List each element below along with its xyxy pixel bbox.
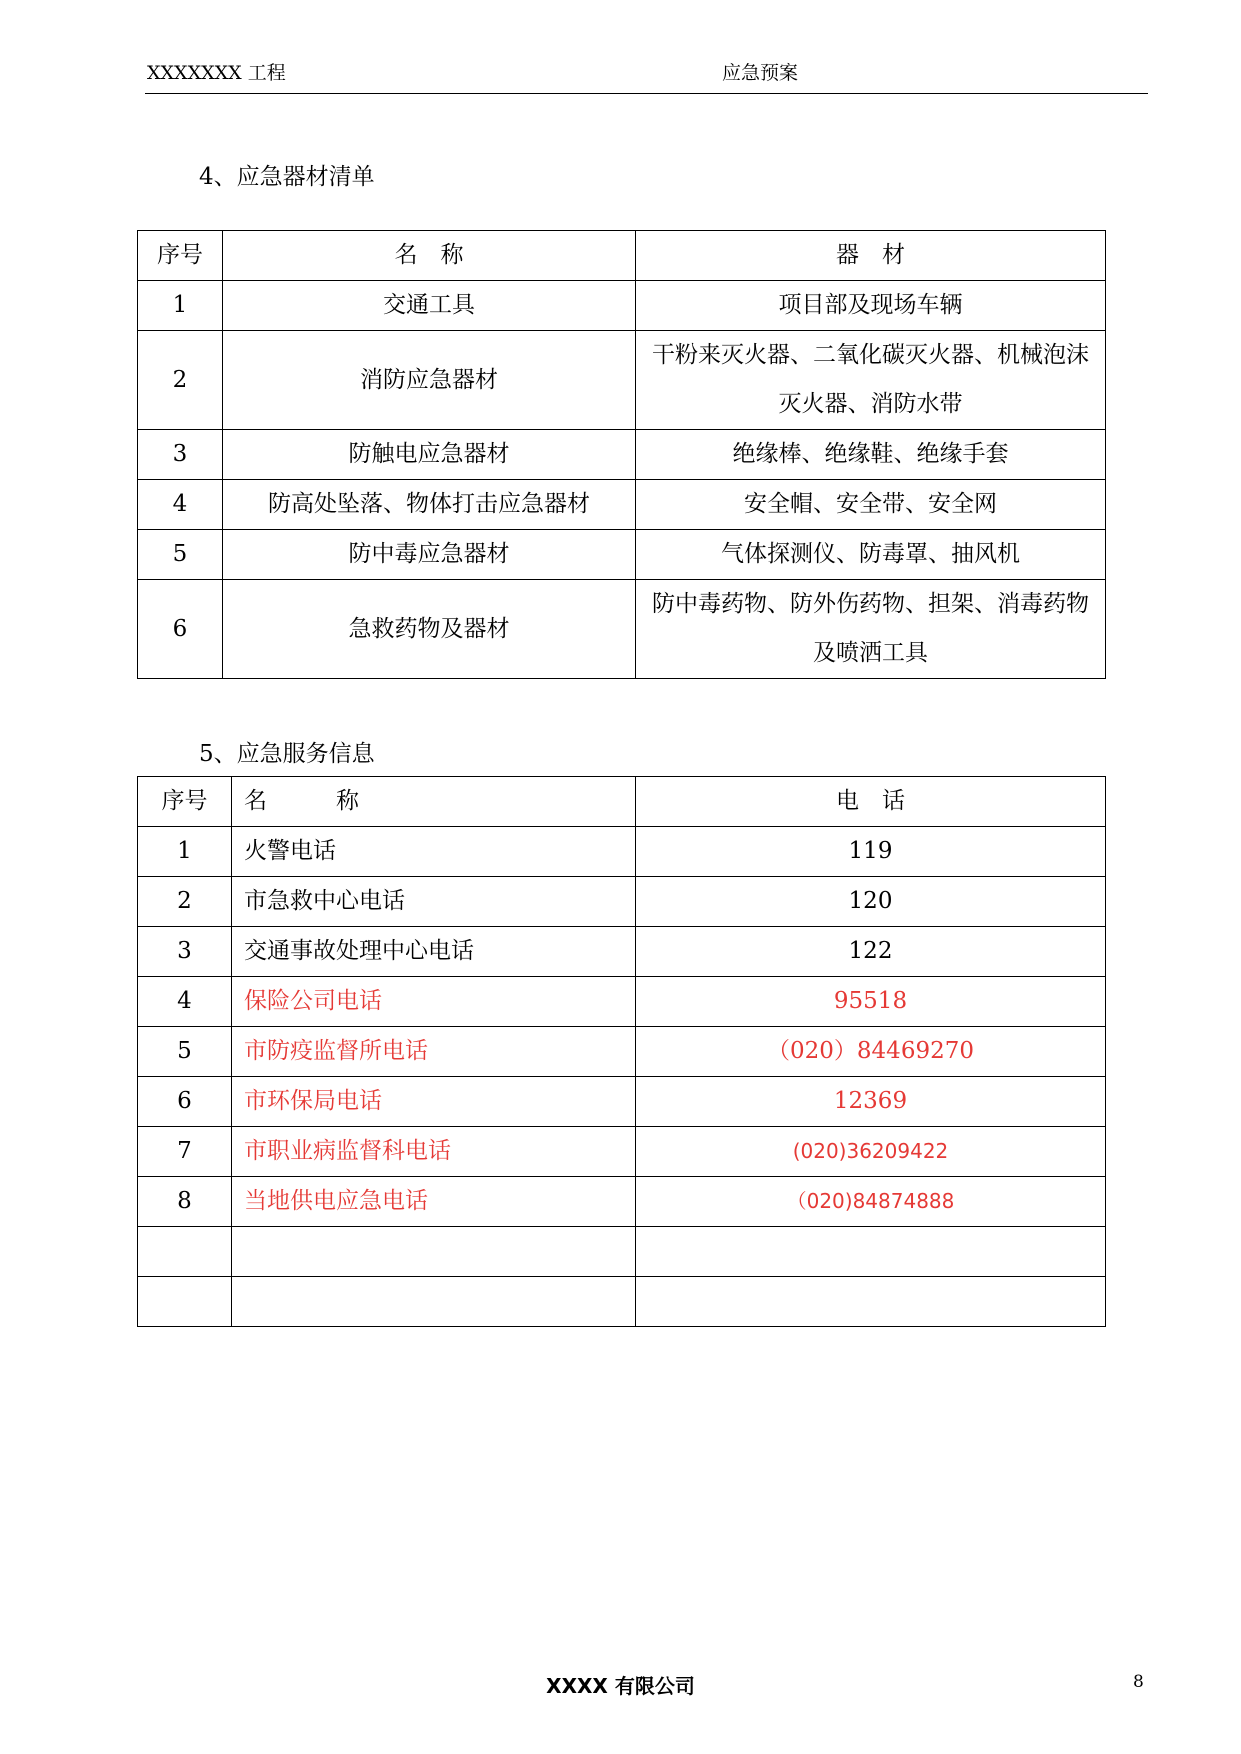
row-name: 市防疫监督所电话 <box>232 1027 636 1077</box>
row-name: 当地供电应急电话 <box>232 1177 636 1227</box>
table-row <box>138 827 1106 877</box>
row-name: 防中毒应急器材 <box>223 530 636 580</box>
column-header-phone: 电 话 <box>636 777 1106 827</box>
row-name: 交通工具 <box>223 281 636 331</box>
table-row-empty <box>138 1227 1106 1277</box>
header-divider <box>145 93 1148 94</box>
row-no: 3 <box>138 430 223 480</box>
row-phone: 12369 <box>636 1077 1106 1127</box>
column-header-no: 序号 <box>138 777 232 827</box>
row-name: 市急救中心电话 <box>232 877 636 927</box>
table-row <box>138 1077 1106 1127</box>
row-no: 3 <box>138 927 232 977</box>
table-row <box>138 580 1106 679</box>
table-header-row <box>138 231 1106 281</box>
section-4-title: 4、应急器材清单 <box>199 164 375 190</box>
row-phone <box>636 1227 1106 1277</box>
table-row <box>138 877 1106 927</box>
header-document-type: 应急预案 <box>722 62 799 84</box>
row-no: 4 <box>138 480 223 530</box>
row-no: 1 <box>138 281 223 331</box>
row-no: 2 <box>138 877 232 927</box>
row-name: 市环保局电话 <box>232 1077 636 1127</box>
row-name: 急救药物及器材 <box>223 580 636 679</box>
row-phone: 119 <box>636 827 1106 877</box>
row-phone: 122 <box>636 927 1106 977</box>
row-name <box>232 1227 636 1277</box>
row-no: 2 <box>138 331 223 430</box>
row-phone: 95518 <box>636 977 1106 1027</box>
row-equipment: 项目部及现场车辆 <box>636 281 1106 331</box>
row-phone: 120 <box>636 877 1106 927</box>
row-no: 6 <box>138 1077 232 1127</box>
emergency-equipment-table <box>137 230 1106 679</box>
row-no <box>138 1227 232 1277</box>
row-no <box>138 1277 232 1327</box>
row-no: 6 <box>138 580 223 679</box>
row-phone: (020)36209422 <box>636 1127 1106 1177</box>
row-no: 1 <box>138 827 232 877</box>
column-header-no: 序号 <box>138 231 223 281</box>
column-header-name: 名 称 <box>223 231 636 281</box>
table-row <box>138 331 1106 430</box>
row-equipment: 气体探测仪、防毒罩、抽风机 <box>636 530 1106 580</box>
row-no: 5 <box>138 530 223 580</box>
row-phone: （020）84469270 <box>636 1027 1106 1077</box>
row-equipment: 干粉来灭火器、二氧化碳灭火器、机械泡沫灭火器、消防水带 <box>636 331 1106 430</box>
row-name <box>232 1277 636 1327</box>
row-no: 5 <box>138 1027 232 1077</box>
column-header-equipment: 器 材 <box>636 231 1106 281</box>
row-name: 市职业病监督科电话 <box>232 1127 636 1177</box>
page-number: 8 <box>1133 1672 1144 1692</box>
row-no: 4 <box>138 977 232 1027</box>
table-row <box>138 977 1106 1027</box>
table-row <box>138 430 1106 480</box>
header-project-name: XXXXXXX 工程 <box>147 62 286 84</box>
row-equipment: 绝缘棒、绝缘鞋、绝缘手套 <box>636 430 1106 480</box>
row-name: 火警电话 <box>232 827 636 877</box>
table-row <box>138 530 1106 580</box>
row-name: 消防应急器材 <box>223 331 636 430</box>
row-name: 防触电应急器材 <box>223 430 636 480</box>
table-row <box>138 1177 1106 1227</box>
row-name: 保险公司电话 <box>232 977 636 1027</box>
row-no: 7 <box>138 1127 232 1177</box>
column-header-name: 名 称 <box>232 777 636 827</box>
table-row <box>138 480 1106 530</box>
table-row <box>138 1027 1106 1077</box>
footer-company-name: XXXX 有限公司 <box>546 1674 695 1698</box>
row-equipment: 防中毒药物、防外伤药物、担架、消毒药物及喷洒工具 <box>636 580 1106 679</box>
table-row <box>138 1127 1106 1177</box>
row-name: 交通事故处理中心电话 <box>232 927 636 977</box>
table-header-row <box>138 777 1106 827</box>
emergency-service-table <box>137 776 1106 1327</box>
row-name: 防高处坠落、物体打击应急器材 <box>223 480 636 530</box>
row-phone: （020)84874888 <box>636 1177 1106 1227</box>
section-5-title: 5、应急服务信息 <box>199 741 375 767</box>
table-row-empty <box>138 1277 1106 1327</box>
row-phone <box>636 1277 1106 1327</box>
row-no: 8 <box>138 1177 232 1227</box>
table-row <box>138 927 1106 977</box>
row-equipment: 安全帽、安全带、安全网 <box>636 480 1106 530</box>
table-row <box>138 281 1106 331</box>
